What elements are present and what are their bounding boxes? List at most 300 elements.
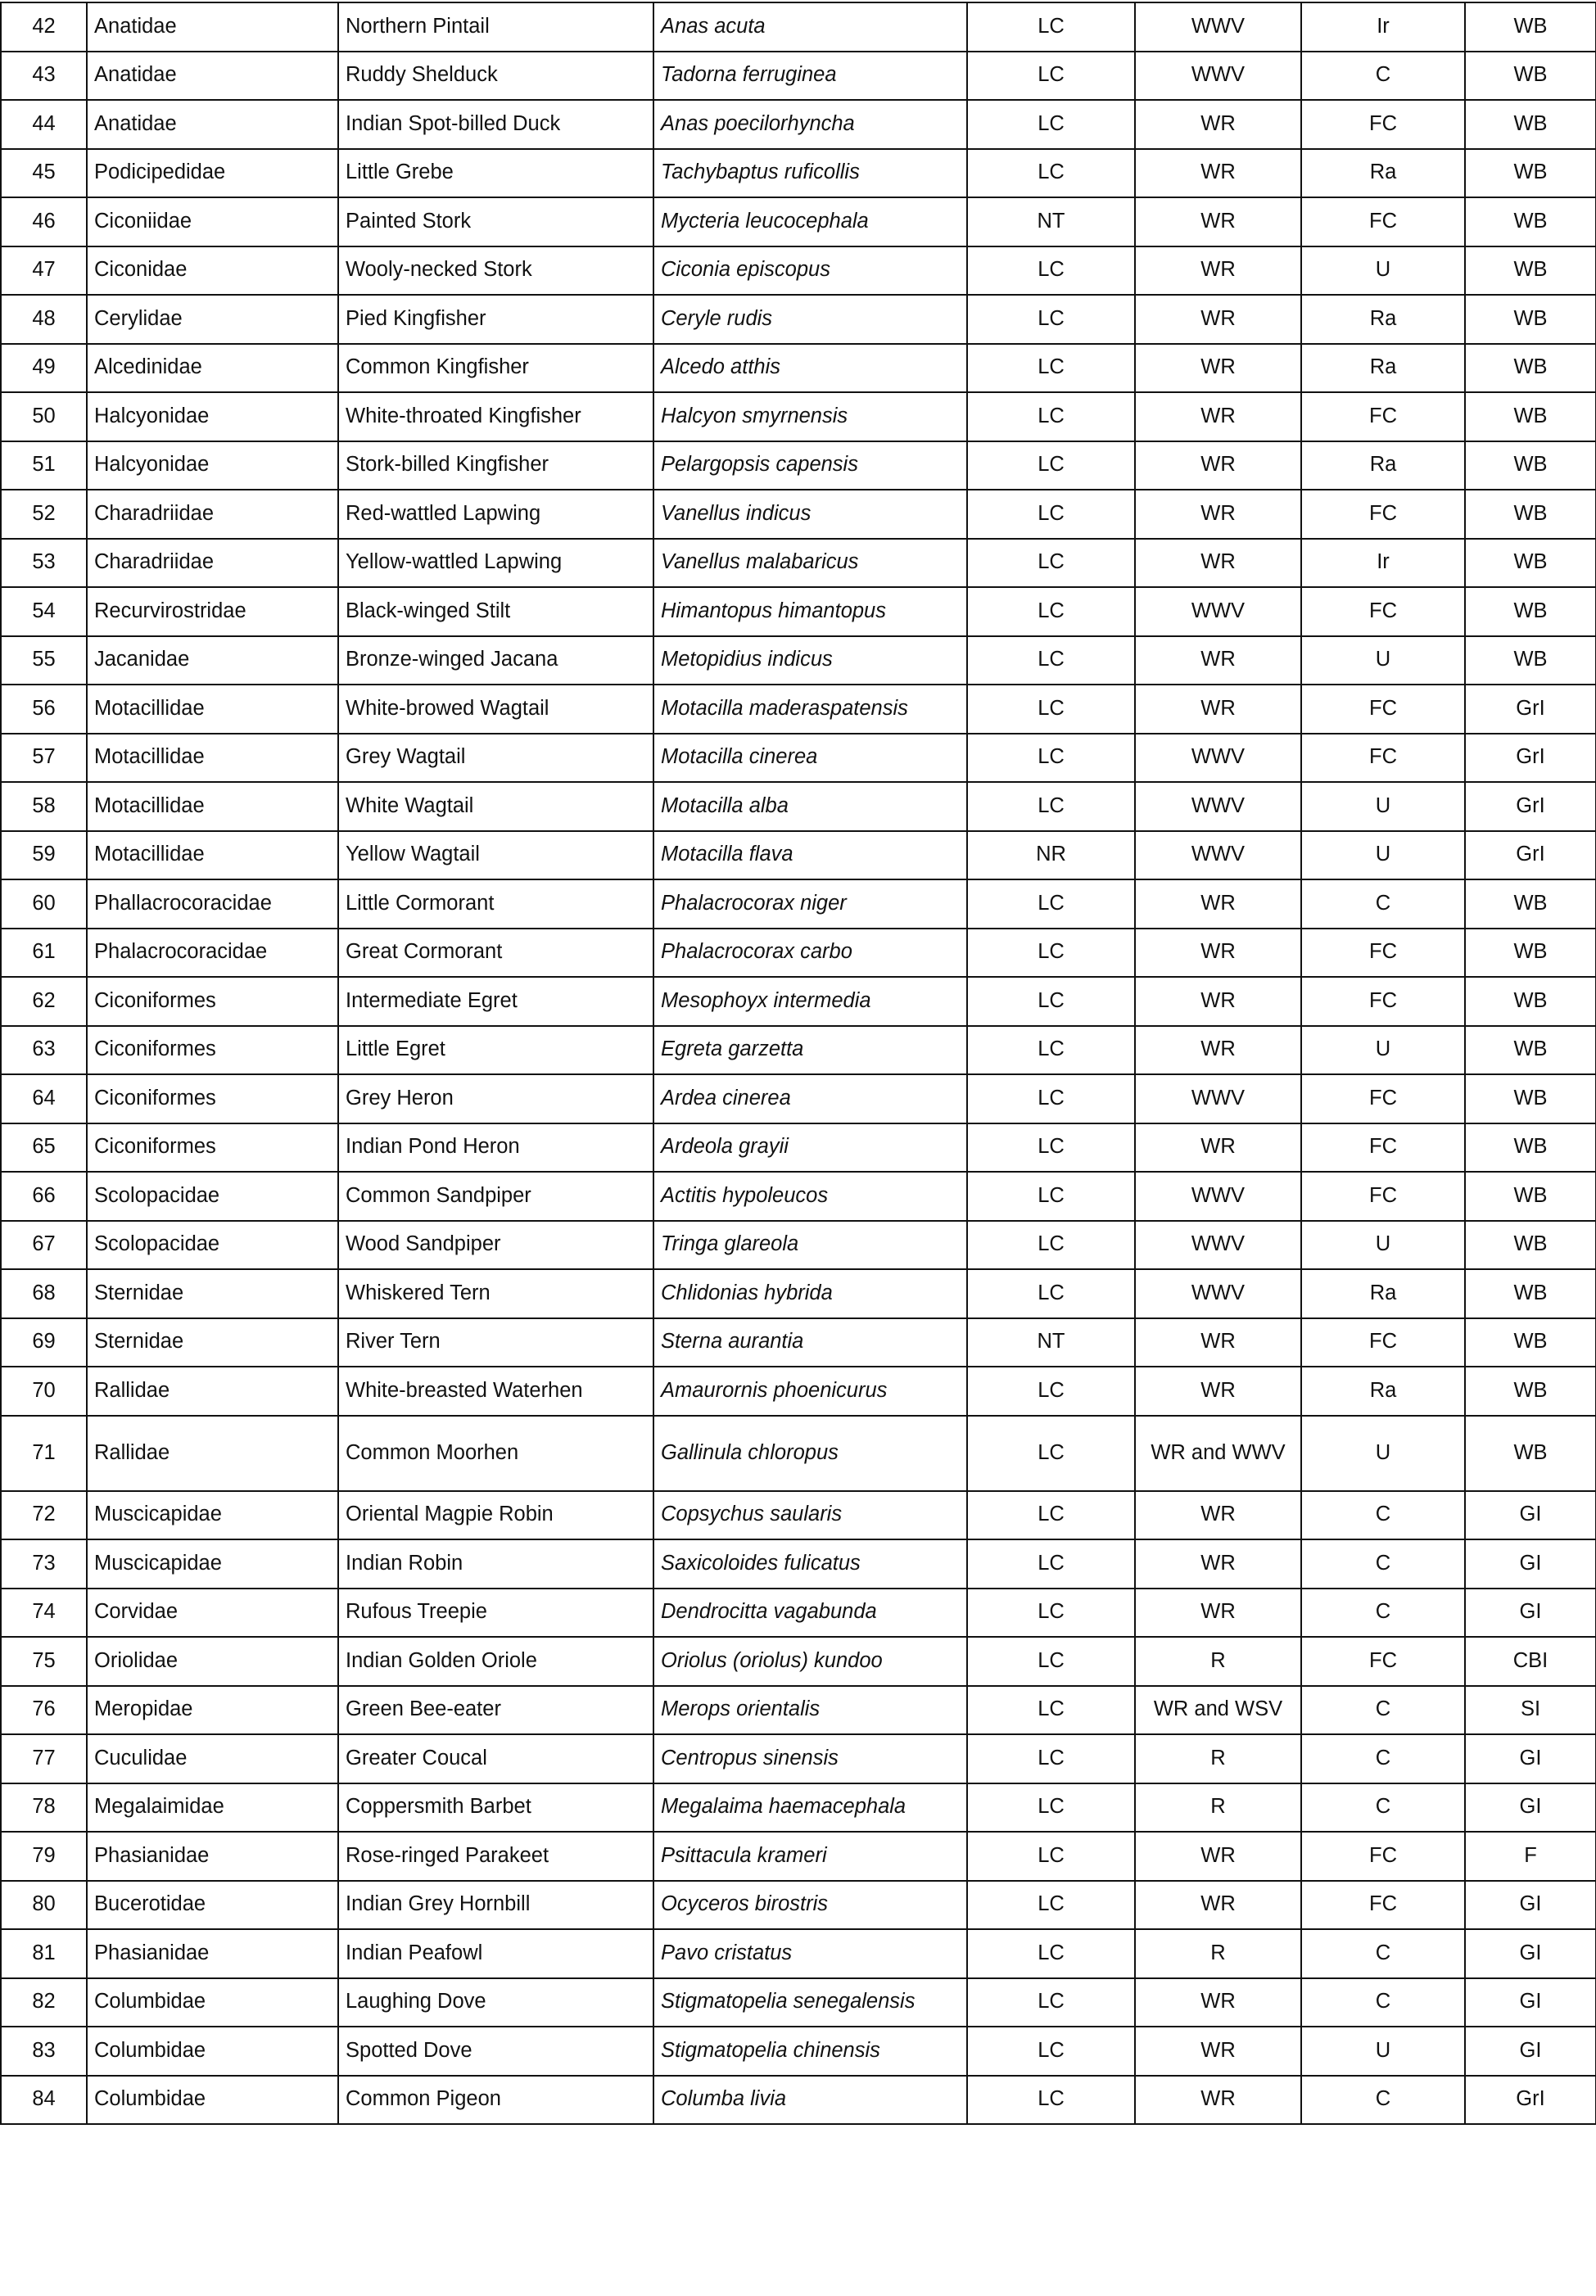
- row-number-cell: 80: [1, 1881, 87, 1930]
- iucn-status-cell: LC: [967, 100, 1135, 149]
- abundance-cell: C: [1301, 1539, 1465, 1589]
- feeding-guild-cell: WB: [1465, 1367, 1596, 1416]
- abundance-cell: Ir: [1301, 2, 1465, 52]
- common-name-cell: Painted Stork: [338, 197, 653, 246]
- common-name-cell: White-throated Kingfisher: [338, 392, 653, 441]
- table-row: [1, 782, 1596, 831]
- family-cell: Phasianidae: [87, 1832, 338, 1881]
- family-cell: Scolopacidae: [87, 1172, 338, 1221]
- residential-status-cell: WR: [1135, 1832, 1301, 1881]
- common-name-cell: Green Bee-eater: [338, 1686, 653, 1735]
- scientific-name-cell: Motacilla alba: [653, 782, 967, 831]
- residential-status-cell: WWV: [1135, 1269, 1301, 1318]
- common-name-cell: Wood Sandpiper: [338, 1221, 653, 1270]
- iucn-status-cell: LC: [967, 1123, 1135, 1173]
- residential-status-cell: WR: [1135, 149, 1301, 198]
- family-cell: Ciconiformes: [87, 977, 338, 1026]
- feeding-guild-cell: WB: [1465, 490, 1596, 539]
- iucn-status-cell: LC: [967, 344, 1135, 393]
- feeding-guild-cell: GrI: [1465, 734, 1596, 783]
- abundance-cell: C: [1301, 1734, 1465, 1783]
- scientific-name-cell: Actitis hypoleucos: [653, 1172, 967, 1221]
- table-row: [1, 734, 1596, 783]
- abundance-cell: U: [1301, 1416, 1465, 1491]
- iucn-status-cell: NR: [967, 831, 1135, 880]
- residential-status-cell: WR: [1135, 1318, 1301, 1367]
- common-name-cell: Ruddy Shelduck: [338, 52, 653, 101]
- abundance-cell: Ir: [1301, 539, 1465, 588]
- iucn-status-cell: LC: [967, 1172, 1135, 1221]
- iucn-status-cell: LC: [967, 1074, 1135, 1123]
- table-row: [1, 100, 1596, 149]
- abundance-cell: FC: [1301, 392, 1465, 441]
- feeding-guild-cell: WB: [1465, 1416, 1596, 1491]
- table-row: [1, 1978, 1596, 2027]
- residential-status-cell: WWV: [1135, 1172, 1301, 1221]
- abundance-cell: FC: [1301, 1074, 1465, 1123]
- feeding-guild-cell: GI: [1465, 1929, 1596, 1978]
- common-name-cell: Indian Spot-billed Duck: [338, 100, 653, 149]
- feeding-guild-cell: WB: [1465, 441, 1596, 490]
- family-cell: Motacillidae: [87, 734, 338, 783]
- common-name-cell: Bronze-winged Jacana: [338, 636, 653, 685]
- iucn-status-cell: LC: [967, 1832, 1135, 1881]
- residential-status-cell: WWV: [1135, 734, 1301, 783]
- table-row: [1, 587, 1596, 636]
- table-row: [1, 246, 1596, 296]
- scientific-name-cell: Gallinula chloropus: [653, 1416, 967, 1491]
- table-row: [1, 392, 1596, 441]
- family-cell: Phallacrocoracidae: [87, 879, 338, 929]
- feeding-guild-cell: WB: [1465, 879, 1596, 929]
- iucn-status-cell: LC: [967, 295, 1135, 344]
- family-cell: Muscicapidae: [87, 1491, 338, 1540]
- common-name-cell: River Tern: [338, 1318, 653, 1367]
- feeding-guild-cell: WB: [1465, 100, 1596, 149]
- common-name-cell: Whiskered Tern: [338, 1269, 653, 1318]
- iucn-status-cell: LC: [967, 1929, 1135, 1978]
- residential-status-cell: WR: [1135, 1491, 1301, 1540]
- family-cell: Ciconiidae: [87, 197, 338, 246]
- scientific-name-cell: Metopidius indicus: [653, 636, 967, 685]
- row-number-cell: 51: [1, 441, 87, 490]
- abundance-cell: C: [1301, 879, 1465, 929]
- table-row: [1, 539, 1596, 588]
- abundance-cell: C: [1301, 2076, 1465, 2125]
- abundance-cell: U: [1301, 1221, 1465, 1270]
- table-row: [1, 344, 1596, 393]
- iucn-status-cell: LC: [967, 977, 1135, 1026]
- row-number-cell: 43: [1, 52, 87, 101]
- table-row: [1, 1686, 1596, 1735]
- scientific-name-cell: Ocyceros birostris: [653, 1881, 967, 1930]
- abundance-cell: U: [1301, 1026, 1465, 1075]
- abundance-cell: C: [1301, 1686, 1465, 1735]
- feeding-guild-cell: WB: [1465, 636, 1596, 685]
- residential-status-cell: WR: [1135, 295, 1301, 344]
- table-row: [1, 1539, 1596, 1589]
- residential-status-cell: WR: [1135, 539, 1301, 588]
- family-cell: Anatidae: [87, 100, 338, 149]
- iucn-status-cell: LC: [967, 1881, 1135, 1930]
- scientific-name-cell: Sterna aurantia: [653, 1318, 967, 1367]
- common-name-cell: Stork-billed Kingfisher: [338, 441, 653, 490]
- common-name-cell: Rufous Treepie: [338, 1589, 653, 1638]
- row-number-cell: 57: [1, 734, 87, 783]
- family-cell: Oriolidae: [87, 1637, 338, 1686]
- common-name-cell: Little Grebe: [338, 149, 653, 198]
- abundance-cell: C: [1301, 1978, 1465, 2027]
- iucn-status-cell: NT: [967, 197, 1135, 246]
- row-number-cell: 47: [1, 246, 87, 296]
- iucn-status-cell: LC: [967, 2076, 1135, 2125]
- row-number-cell: 75: [1, 1637, 87, 1686]
- abundance-cell: C: [1301, 52, 1465, 101]
- feeding-guild-cell: WB: [1465, 52, 1596, 101]
- scientific-name-cell: Dendrocitta vagabunda: [653, 1589, 967, 1638]
- abundance-cell: FC: [1301, 100, 1465, 149]
- abundance-cell: FC: [1301, 1832, 1465, 1881]
- residential-status-cell: WR: [1135, 1978, 1301, 2027]
- iucn-status-cell: LC: [967, 1978, 1135, 2027]
- scientific-name-cell: Ciconia episcopus: [653, 246, 967, 296]
- row-number-cell: 62: [1, 977, 87, 1026]
- residential-status-cell: WWV: [1135, 52, 1301, 101]
- row-number-cell: 70: [1, 1367, 87, 1416]
- residential-status-cell: WR: [1135, 929, 1301, 978]
- family-cell: Columbidae: [87, 2027, 338, 2076]
- residential-status-cell: R: [1135, 1783, 1301, 1833]
- table-row: [1, 197, 1596, 246]
- abundance-cell: Ra: [1301, 441, 1465, 490]
- feeding-guild-cell: WB: [1465, 392, 1596, 441]
- abundance-cell: FC: [1301, 734, 1465, 783]
- iucn-status-cell: LC: [967, 490, 1135, 539]
- feeding-guild-cell: GI: [1465, 1978, 1596, 2027]
- residential-status-cell: WR and WSV: [1135, 1686, 1301, 1735]
- common-name-cell: Indian Grey Hornbill: [338, 1881, 653, 1930]
- iucn-status-cell: LC: [967, 1367, 1135, 1416]
- row-number-cell: 72: [1, 1491, 87, 1540]
- feeding-guild-cell: CBI: [1465, 1637, 1596, 1686]
- iucn-status-cell: LC: [967, 539, 1135, 588]
- scientific-name-cell: Stigmatopelia chinensis: [653, 2027, 967, 2076]
- abundance-cell: C: [1301, 1491, 1465, 1540]
- residential-status-cell: WR: [1135, 1123, 1301, 1173]
- scientific-name-cell: Phalacrocorax niger: [653, 879, 967, 929]
- row-number-cell: 52: [1, 490, 87, 539]
- abundance-cell: U: [1301, 636, 1465, 685]
- residential-status-cell: WWV: [1135, 1074, 1301, 1123]
- abundance-cell: FC: [1301, 1881, 1465, 1930]
- family-cell: Podicipedidae: [87, 149, 338, 198]
- iucn-status-cell: LC: [967, 1589, 1135, 1638]
- feeding-guild-cell: GrI: [1465, 2076, 1596, 2125]
- residential-status-cell: WR: [1135, 2076, 1301, 2125]
- scientific-name-cell: Vanellus indicus: [653, 490, 967, 539]
- common-name-cell: Rose-ringed Parakeet: [338, 1832, 653, 1881]
- residential-status-cell: WR: [1135, 879, 1301, 929]
- abundance-cell: C: [1301, 1783, 1465, 1833]
- row-number-cell: 74: [1, 1589, 87, 1638]
- abundance-cell: Ra: [1301, 149, 1465, 198]
- row-number-cell: 63: [1, 1026, 87, 1075]
- table-row: [1, 2027, 1596, 2076]
- row-number-cell: 66: [1, 1172, 87, 1221]
- residential-status-cell: WR: [1135, 392, 1301, 441]
- feeding-guild-cell: GrI: [1465, 685, 1596, 734]
- common-name-cell: White Wagtail: [338, 782, 653, 831]
- iucn-status-cell: LC: [967, 2027, 1135, 2076]
- iucn-status-cell: LC: [967, 782, 1135, 831]
- common-name-cell: Indian Peafowl: [338, 1929, 653, 1978]
- family-cell: Ciconiformes: [87, 1074, 338, 1123]
- row-number-cell: 76: [1, 1686, 87, 1735]
- row-number-cell: 53: [1, 539, 87, 588]
- residential-status-cell: WR: [1135, 1589, 1301, 1638]
- feeding-guild-cell: WB: [1465, 977, 1596, 1026]
- iucn-status-cell: LC: [967, 587, 1135, 636]
- scientific-name-cell: Motacilla maderaspatensis: [653, 685, 967, 734]
- iucn-status-cell: LC: [967, 1686, 1135, 1735]
- feeding-guild-cell: F: [1465, 1832, 1596, 1881]
- feeding-guild-cell: WB: [1465, 1269, 1596, 1318]
- family-cell: Ciconiformes: [87, 1123, 338, 1173]
- scientific-name-cell: Alcedo atthis: [653, 344, 967, 393]
- table-row: [1, 929, 1596, 978]
- row-number-cell: 58: [1, 782, 87, 831]
- row-number-cell: 55: [1, 636, 87, 685]
- family-cell: Columbidae: [87, 1978, 338, 2027]
- table-row: [1, 831, 1596, 880]
- iucn-status-cell: LC: [967, 52, 1135, 101]
- residential-status-cell: WR and WWV: [1135, 1416, 1301, 1491]
- common-name-cell: Common Sandpiper: [338, 1172, 653, 1221]
- abundance-cell: U: [1301, 831, 1465, 880]
- scientific-name-cell: Ardea cinerea: [653, 1074, 967, 1123]
- abundance-cell: FC: [1301, 1637, 1465, 1686]
- scientific-name-cell: Centropus sinensis: [653, 1734, 967, 1783]
- abundance-cell: Ra: [1301, 344, 1465, 393]
- table-row: [1, 1221, 1596, 1270]
- family-cell: Corvidae: [87, 1589, 338, 1638]
- residential-status-cell: WR: [1135, 1026, 1301, 1075]
- feeding-guild-cell: WB: [1465, 929, 1596, 978]
- scientific-name-cell: Mesophoyx intermedia: [653, 977, 967, 1026]
- row-number-cell: 59: [1, 831, 87, 880]
- scientific-name-cell: Psittacula krameri: [653, 1832, 967, 1881]
- family-cell: Halcyonidae: [87, 392, 338, 441]
- common-name-cell: Little Cormorant: [338, 879, 653, 929]
- row-number-cell: 82: [1, 1978, 87, 2027]
- abundance-cell: Ra: [1301, 1269, 1465, 1318]
- family-cell: Charadriidae: [87, 539, 338, 588]
- table-row: [1, 1491, 1596, 1540]
- scientific-name-cell: Mycteria leucocephala: [653, 197, 967, 246]
- family-cell: Meropidae: [87, 1686, 338, 1735]
- table-row: [1, 1416, 1596, 1491]
- abundance-cell: FC: [1301, 1123, 1465, 1173]
- scientific-name-cell: Phalacrocorax carbo: [653, 929, 967, 978]
- family-cell: Cerylidae: [87, 295, 338, 344]
- abundance-cell: C: [1301, 1929, 1465, 1978]
- residential-status-cell: WWV: [1135, 1221, 1301, 1270]
- row-number-cell: 42: [1, 2, 87, 52]
- common-name-cell: Greater Coucal: [338, 1734, 653, 1783]
- abundance-cell: FC: [1301, 1318, 1465, 1367]
- feeding-guild-cell: GrI: [1465, 782, 1596, 831]
- abundance-cell: FC: [1301, 197, 1465, 246]
- table-row: [1, 1074, 1596, 1123]
- family-cell: Megalaimidae: [87, 1783, 338, 1833]
- family-cell: Muscicapidae: [87, 1539, 338, 1589]
- common-name-cell: Grey Heron: [338, 1074, 653, 1123]
- common-name-cell: Spotted Dove: [338, 2027, 653, 2076]
- family-cell: Ciconiformes: [87, 1026, 338, 1075]
- iucn-status-cell: LC: [967, 246, 1135, 296]
- common-name-cell: Red-wattled Lapwing: [338, 490, 653, 539]
- feeding-guild-cell: WB: [1465, 1026, 1596, 1075]
- residential-status-cell: WR: [1135, 977, 1301, 1026]
- table-row: [1, 636, 1596, 685]
- feeding-guild-cell: SI: [1465, 1686, 1596, 1735]
- table-row: [1, 1589, 1596, 1638]
- residential-status-cell: WR: [1135, 1539, 1301, 1589]
- residential-status-cell: R: [1135, 1734, 1301, 1783]
- row-number-cell: 83: [1, 2027, 87, 2076]
- residential-status-cell: WR: [1135, 344, 1301, 393]
- iucn-status-cell: LC: [967, 2, 1135, 52]
- iucn-status-cell: LC: [967, 1539, 1135, 1589]
- scientific-name-cell: Pelargopsis capensis: [653, 441, 967, 490]
- common-name-cell: Intermediate Egret: [338, 977, 653, 1026]
- feeding-guild-cell: GI: [1465, 1783, 1596, 1833]
- common-name-cell: Northern Pintail: [338, 2, 653, 52]
- iucn-status-cell: LC: [967, 685, 1135, 734]
- abundance-cell: FC: [1301, 1172, 1465, 1221]
- table-row: [1, 1026, 1596, 1075]
- table-row: [1, 1929, 1596, 1978]
- feeding-guild-cell: GrI: [1465, 831, 1596, 880]
- common-name-cell: Indian Robin: [338, 1539, 653, 1589]
- iucn-status-cell: LC: [967, 879, 1135, 929]
- common-name-cell: Wooly-necked Stork: [338, 246, 653, 296]
- feeding-guild-cell: GI: [1465, 2027, 1596, 2076]
- residential-status-cell: WR: [1135, 246, 1301, 296]
- row-number-cell: 45: [1, 149, 87, 198]
- abundance-cell: U: [1301, 2027, 1465, 2076]
- scientific-name-cell: Ceryle rudis: [653, 295, 967, 344]
- abundance-cell: FC: [1301, 977, 1465, 1026]
- table-row: [1, 149, 1596, 198]
- common-name-cell: Yellow-wattled Lapwing: [338, 539, 653, 588]
- scientific-name-cell: Anas acuta: [653, 2, 967, 52]
- row-number-cell: 68: [1, 1269, 87, 1318]
- scientific-name-cell: Megalaima haemacephala: [653, 1783, 967, 1833]
- feeding-guild-cell: GI: [1465, 1491, 1596, 1540]
- iucn-status-cell: LC: [967, 929, 1135, 978]
- iucn-status-cell: NT: [967, 1318, 1135, 1367]
- residential-status-cell: R: [1135, 1637, 1301, 1686]
- abundance-cell: FC: [1301, 685, 1465, 734]
- feeding-guild-cell: WB: [1465, 1318, 1596, 1367]
- table-row: [1, 977, 1596, 1026]
- table-row: [1, 1734, 1596, 1783]
- scientific-name-cell: Tadorna ferruginea: [653, 52, 967, 101]
- table-row: [1, 1637, 1596, 1686]
- table-row: [1, 52, 1596, 101]
- iucn-status-cell: LC: [967, 1734, 1135, 1783]
- scientific-name-cell: Copsychus saularis: [653, 1491, 967, 1540]
- row-number-cell: 49: [1, 344, 87, 393]
- common-name-cell: Black-winged Stilt: [338, 587, 653, 636]
- iucn-status-cell: LC: [967, 1026, 1135, 1075]
- residential-status-cell: WR: [1135, 636, 1301, 685]
- iucn-status-cell: LC: [967, 1637, 1135, 1686]
- scientific-name-cell: Saxicoloides fulicatus: [653, 1539, 967, 1589]
- table-row: [1, 1832, 1596, 1881]
- family-cell: Motacillidae: [87, 782, 338, 831]
- common-name-cell: Pied Kingfisher: [338, 295, 653, 344]
- iucn-status-cell: LC: [967, 441, 1135, 490]
- abundance-cell: FC: [1301, 929, 1465, 978]
- iucn-status-cell: LC: [967, 392, 1135, 441]
- abundance-cell: Ra: [1301, 1367, 1465, 1416]
- feeding-guild-cell: WB: [1465, 1074, 1596, 1123]
- residential-status-cell: WWV: [1135, 782, 1301, 831]
- iucn-status-cell: LC: [967, 1491, 1135, 1540]
- common-name-cell: Great Cormorant: [338, 929, 653, 978]
- table-row: [1, 1123, 1596, 1173]
- family-cell: Scolopacidae: [87, 1221, 338, 1270]
- table-row: [1, 441, 1596, 490]
- scientific-name-cell: Vanellus malabaricus: [653, 539, 967, 588]
- residential-status-cell: WR: [1135, 197, 1301, 246]
- feeding-guild-cell: GI: [1465, 1539, 1596, 1589]
- residential-status-cell: R: [1135, 1929, 1301, 1978]
- residential-status-cell: WR: [1135, 685, 1301, 734]
- table-row: [1, 1172, 1596, 1221]
- table-row: [1, 685, 1596, 734]
- scientific-name-cell: Stigmatopelia senegalensis: [653, 1978, 967, 2027]
- residential-status-cell: WR: [1135, 100, 1301, 149]
- feeding-guild-cell: WB: [1465, 344, 1596, 393]
- iucn-status-cell: LC: [967, 636, 1135, 685]
- scientific-name-cell: Halcyon smyrnensis: [653, 392, 967, 441]
- abundance-cell: C: [1301, 1589, 1465, 1638]
- row-number-cell: 67: [1, 1221, 87, 1270]
- abundance-cell: Ra: [1301, 295, 1465, 344]
- residential-status-cell: WWV: [1135, 831, 1301, 880]
- family-cell: Cuculidae: [87, 1734, 338, 1783]
- family-cell: Alcedinidae: [87, 344, 338, 393]
- species-table-body: [1, 2, 1596, 2124]
- common-name-cell: Indian Golden Oriole: [338, 1637, 653, 1686]
- family-cell: Phasianidae: [87, 1929, 338, 1978]
- family-cell: Bucerotidae: [87, 1881, 338, 1930]
- family-cell: Columbidae: [87, 2076, 338, 2125]
- abundance-cell: U: [1301, 782, 1465, 831]
- residential-status-cell: WWV: [1135, 2, 1301, 52]
- table-row: [1, 1269, 1596, 1318]
- scientific-name-cell: Motacilla cinerea: [653, 734, 967, 783]
- common-name-cell: Coppersmith Barbet: [338, 1783, 653, 1833]
- common-name-cell: Common Pigeon: [338, 2076, 653, 2125]
- common-name-cell: Common Moorhen: [338, 1416, 653, 1491]
- row-number-cell: 61: [1, 929, 87, 978]
- abundance-cell: FC: [1301, 587, 1465, 636]
- residential-status-cell: WR: [1135, 490, 1301, 539]
